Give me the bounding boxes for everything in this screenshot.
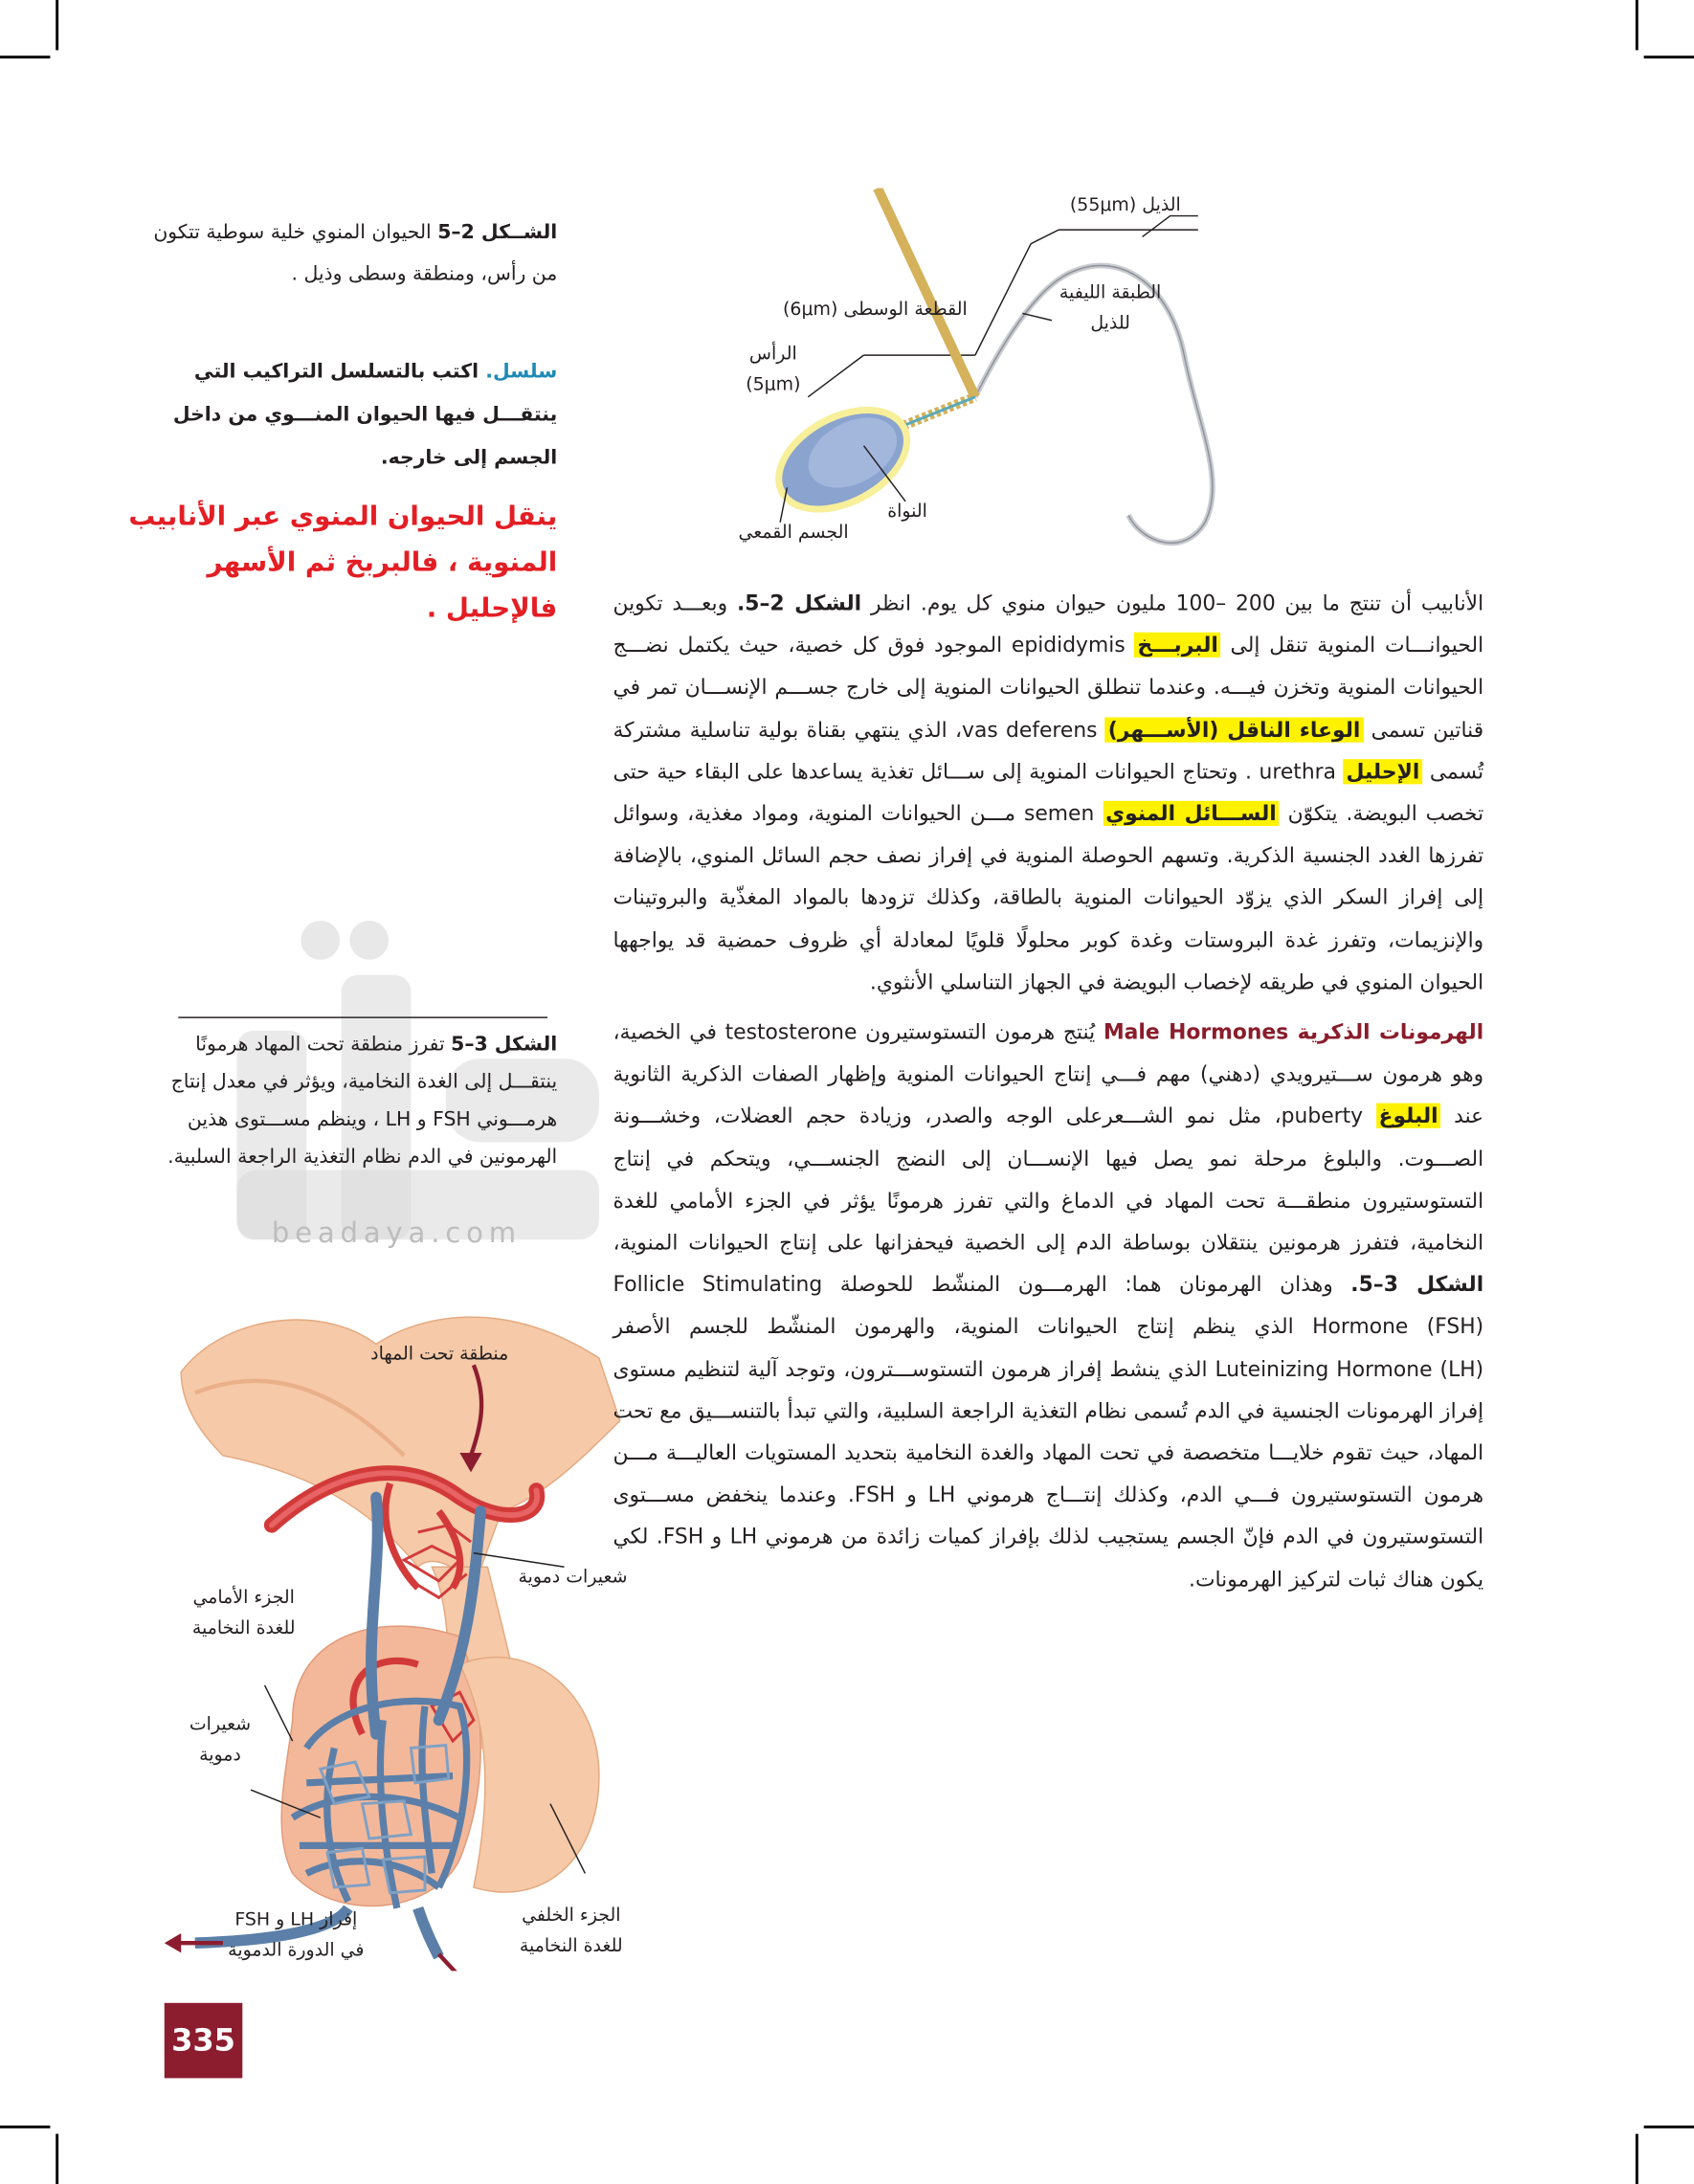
caption-fig-2-5: [153, 212, 557, 295]
crop-mark: [0, 56, 50, 58]
term-semen: الســـائل المنوي: [1103, 801, 1279, 826]
handwritten-answer: ينقل الحيوان المنوي عبر الأنابيب المنوية ، فالبربخ ثم الأسهر فالإحليل .: [128, 501, 558, 625]
main-text: [613, 582, 1483, 1600]
caption-label: الشكل 3–5: [451, 1033, 558, 1057]
label-secretion-line1: إفراز LH و FSH: [234, 1909, 358, 1931]
label-fibrous-line1: الطبقة الليفية: [1059, 282, 1162, 304]
label-anterior-pituitary: [167, 1584, 321, 1645]
crop-mark: [56, 0, 58, 50]
caption-divider: [178, 1016, 547, 1017]
label-head-size: (5μm): [746, 374, 801, 396]
paragraph-1: الأنابيب أن تنتج ما بين 200 –100 مليون حيوان منوي كل يوم. انظر الشكل 2–5. وبعـــد تكوين الحيوانـــات المنوية تنقل إلى البربـــخ epididymis الموجود فوق كل خصية، حيث يكتمل نضـــج الحيوانات المنوية وتخزن فيـــه. وعندما تنطلق الحيوانات المنوية إلى خارج جســـم الإنســـان تمر في قناتين تسمى الوعاء الناقل (الأســـهر) vas deferens، الذي ينتهي بقناة بولية تناسلية مشتركة تُسمى الإحليل urethra . وتحتاج الحيوانات المنوية إلى ســـائل تغذية يساعدها على البقاء حية حتى تخصب البويضة. يتكوّن الســـائل المنوي semen مـــن الحيوانات المنوية، ومواد مغذية، وسوائل تفرزها الغدد الجنسية الذكرية. وتسهم الحوصلة المنوية في إفراز نصف حجم السائل المنوي، بالإضافة إلى إفراز السكر الذي يزوّد الحيوانات المنوية بالطاقة، وكذلك تزودها بالمواد المغذّية والبروتينات والإنزيمات، وتفرز غدة البروستات وغدة كوبر محلولًا قلويًا لمعادلة أي ظروف حمضية قد يواجهها الحيوان المنوي في طريقه لإخصاب البويضة في الجهاز التناسلي الأنثوي.: [613, 591, 1484, 994]
label-capillaries-left: [165, 1710, 276, 1772]
label-tail: الذيل (55μm): [1069, 194, 1181, 216]
label-posterior-line1: الجزء الخلفي: [522, 1905, 621, 1927]
label-fibrous-sheath: [1055, 279, 1166, 340]
crop-mark: [1644, 2126, 1694, 2128]
label-capillaries-top: شعيرات دموية: [518, 1567, 628, 1589]
question-key: سلسل.: [485, 360, 558, 384]
term-vas-deferens: الوعاء الناقل (الأســـهر): [1105, 717, 1363, 742]
watermark-site: beadaya.com: [271, 1215, 522, 1250]
section-heading-male-hormones: الهرمونات الذكرية Male Hormones: [1103, 1019, 1484, 1045]
figure-reference: الشكل 2–5.: [737, 591, 862, 616]
review-question: [153, 351, 557, 480]
label-anterior-line2: للغدة النخامية: [191, 1618, 296, 1639]
page-number: 335: [165, 2003, 243, 2079]
label-posterior-pituitary: [495, 1902, 648, 1963]
label-anterior-line1: الجزء الأمامي: [192, 1588, 295, 1609]
figure-reference: الشكل 3–5.: [1350, 1272, 1484, 1298]
question-text: اكتب بالتسلسل التراكيب التي ينتقـــل فيها الحيوان المنـــوي من داخل الجسم إلى خارجه.: [172, 360, 558, 470]
crop-mark: [0, 2126, 50, 2128]
label-acrosome: الجسم القمعي: [738, 522, 849, 544]
label-capillaries-line2: دموية: [199, 1745, 241, 1767]
caption-label: الشــكل 2–5: [437, 221, 558, 244]
label-hypothalamus: منطقة تحت المهاد: [370, 1344, 509, 1366]
label-posterior-line2: للغدة النخامية: [519, 1935, 623, 1957]
caption-fig-3-5: [153, 1027, 557, 1177]
label-secretion-line2: في الدورة الدموية: [228, 1940, 365, 1962]
label-nucleus: النواة: [887, 501, 927, 523]
label-capillaries-line1: شعيرات: [189, 1714, 252, 1736]
caption-text: تفرز منطقة تحت المهاد هرمونًا ينتقـــل إلى الغدة النخامية، ويؤثر في معدل إنتاج هرمـــوني FSH و LH ، وينظم مســـتوى هذين الهرمونين في الدم نظام التغذية الراجعة السلبية.: [167, 1033, 558, 1170]
crop-mark: [1644, 56, 1694, 58]
crop-mark: [1636, 2134, 1638, 2184]
crop-mark: [56, 2134, 58, 2184]
label-fibrous-line2: للذيل: [1090, 313, 1130, 335]
label-midpiece: القطعة الوسطى (6μm): [783, 299, 968, 321]
paragraph-2: الهرمونات الذكرية Male Hormones يُنتج هرمون التستوستيرون testosterone في الخصية، وهو هرمون ســـتيرويدي (دهني) مهم فـــي إنتاج الحيوانات المنوية وإظهار الصفات الذكرية الثانوية عند البلوغ puberty، مثل نمو الشـــعرعلى الوجه والصدر، وزيادة حجم العضلات، وخشـــونة الصـــوت. والبلوغ مرحلة نمو يصل فيها الإنســـان إلى النضج الجنســـي، ويتحكم في إنتاج التستوستيرون منطقـــة تحت المهاد في الدماغ والتي تفرز هرمونًا يؤثر في الجزء الأمامي للغدة النخامية، فتفرز هرمونين ينتقلان بوساطة الدم إلى الخصية فيحفزانها على إنتاج الحيوانات المنوية، الشكل 3–5. وهذان الهرمونان هما: الهرمـــون المنشّط للحوصلة Follicle Stimulating Hormone (FSH) الذي ينظم إنتاج الحيوانات المنوية، والهرمون المنشّط للجسم الأصفر Luteinizing Hormone (LH) الذي ينشط إفراز هرمون التستوســـترون، وتوجد آلية لتنظيم مستوى إفراز الهرمونات الجنسية في الدم تُسمى نظام التغذية الراجعة السلبية، والتي تبدأ بالتنســـيق مع تحت المهاد، حيث تقوم خلايـــا متخصصة في تحت المهاد والغدة النخامية بتحديد المستويات العاليـــة مـــن هرمون التستوستيرون فـــي الدم، وكذلك إنتـــاج هرموني LH و FSH. وعندما ينخفض مســـتوى التستوستيرون في الدم فإنّ الجسم يستجيب لذلك بإفراز كميات زائدة من هرموني LH و FSH. لكي يكون هناك ثبات لتركيز الهرمونات.: [613, 1019, 1484, 1592]
caption-text: الحيوان المنوي خلية سوطية تتكون من رأس، ومنطقة وسطى وذيل .: [153, 221, 558, 286]
term-urethra: الإحليل: [1344, 759, 1423, 784]
label-head-name: الرأس: [748, 344, 797, 366]
crop-mark: [1636, 0, 1638, 50]
label-lh-fsh-secretion: [209, 1905, 383, 1967]
term-epididymis: البربـــخ: [1134, 633, 1220, 657]
label-head: [731, 340, 814, 401]
term-puberty: البلوغ: [1376, 1103, 1441, 1128]
